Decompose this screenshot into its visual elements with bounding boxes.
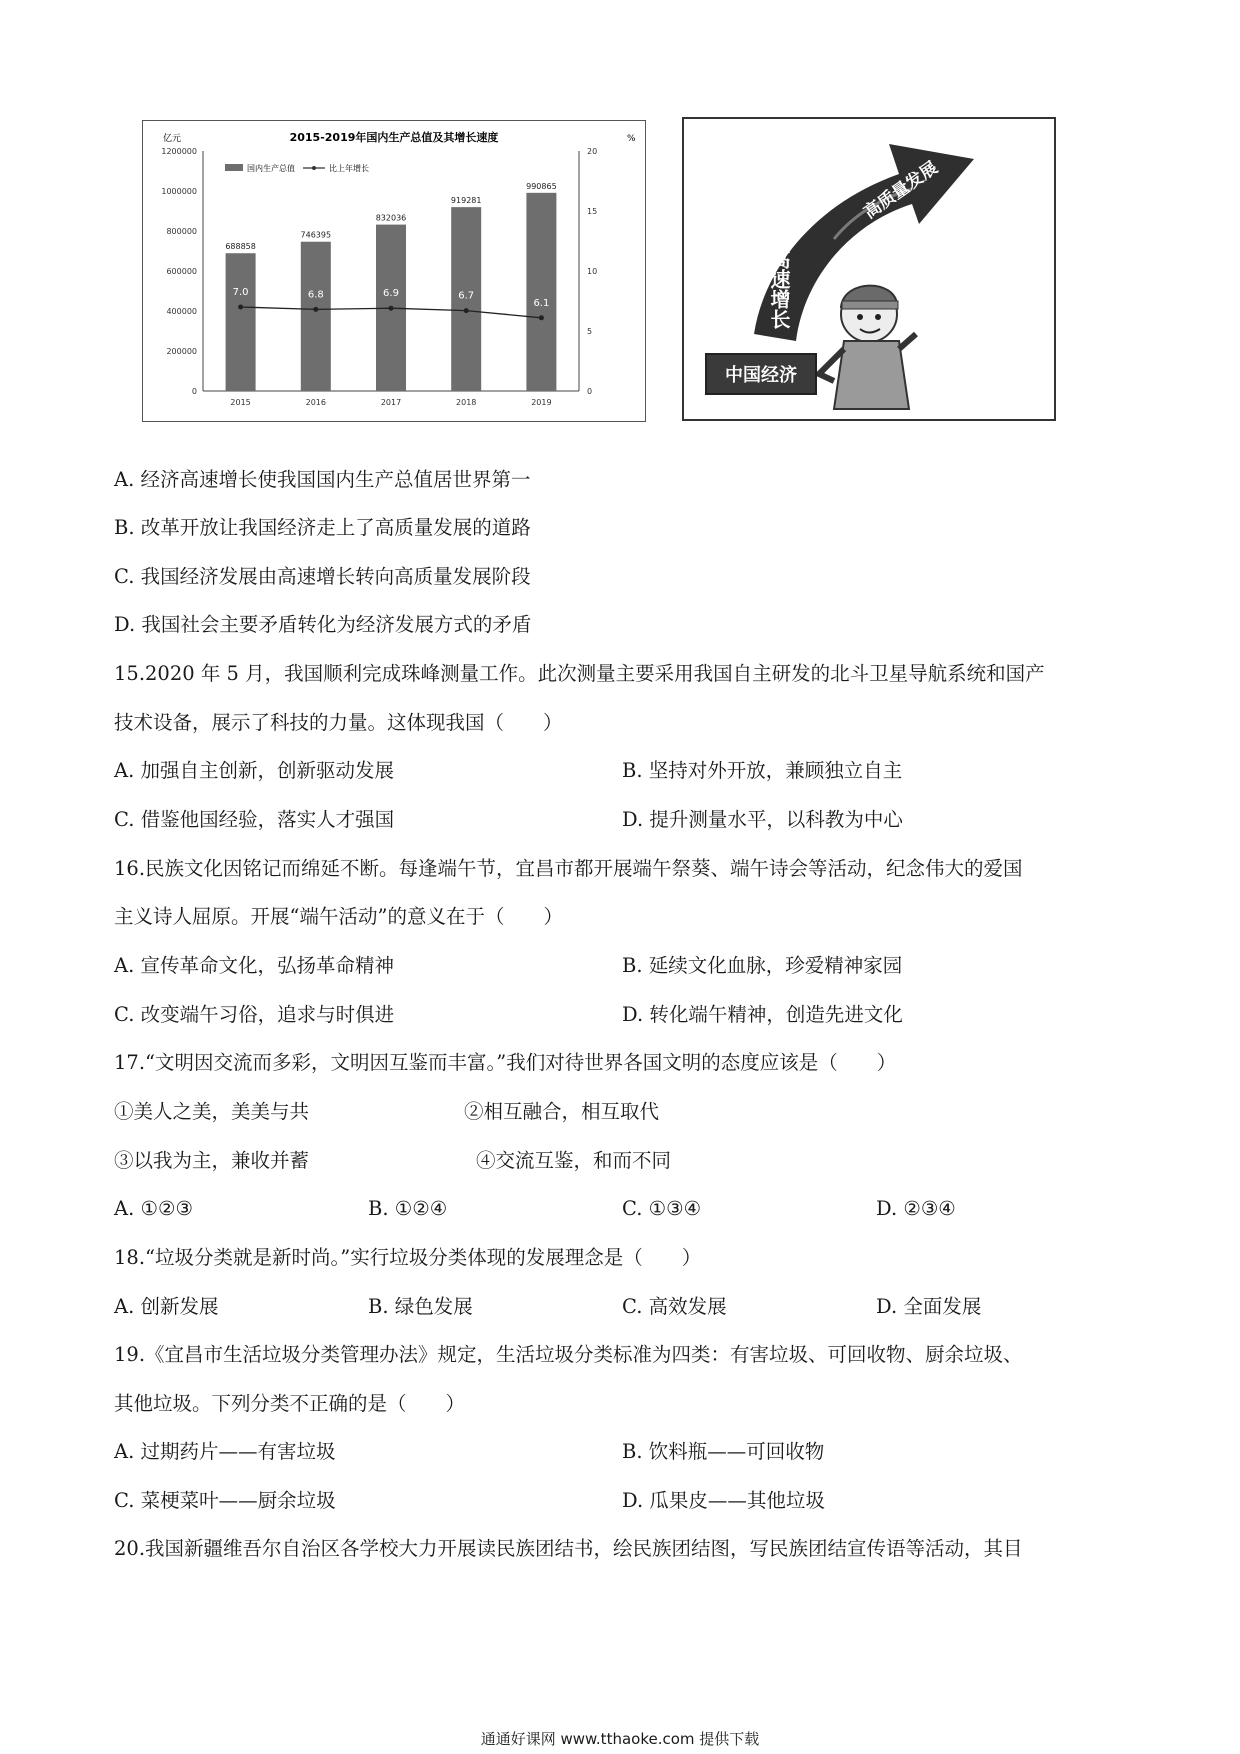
q18-option-c: C. 高效发展 [622,1295,727,1318]
q16-stem-line2: 主义诗人屈原。开展“端午活动”的意义在于（ ） [114,905,563,928]
q17-option-b: B. ①②④ [368,1197,448,1220]
x-tick-label: 2016 [305,398,326,407]
right-tick-label: 5 [587,327,593,336]
base-sign-text: 中国经济 [725,365,797,386]
q16-option-d: D. 转化端午精神，创造先进文化 [622,1003,903,1026]
chart-title: 2015-2019年国内生产总值及其增长速度 [289,131,499,144]
worker-figure [819,286,916,409]
q14-option-a: A. 经济高速增长使我国国内生产总值居世界第一 [114,468,531,491]
gdp-chart [142,120,646,422]
q17-item-3: ③以我为主，兼收并蓄 [114,1149,310,1172]
x-tick-label: 2019 [531,398,552,407]
growth-point [539,315,544,320]
left-tick-label: 1000000 [161,187,197,196]
left-axis-unit: 亿元 [163,134,182,144]
q15-option-d: D. 提升测量水平，以科教为中心 [622,808,903,831]
gdp-chart-svg [143,121,645,421]
x-tick-label: 2018 [456,398,477,407]
arrow-top-text: 高质量发展 [860,157,942,224]
page-footer[interactable]: 通通好课网 www.tthaoke.com 提供下载 [480,1730,760,1748]
q18-stem: 18.“垃圾分类就是新时尚。”实行垃圾分类体现的发展理念是（ ） [114,1246,702,1269]
q17-option-d: D. ②③④ [876,1197,956,1220]
q17-stem: 17.“文明因交流而多彩，文明因互鉴而丰富。”我们对待世界各国文明的态度应该是（ ） [114,1051,897,1074]
growth-point [389,306,394,311]
q18-option-a: A. 创新发展 [114,1295,219,1318]
q17-option-a: A. ①②③ [114,1197,193,1220]
x-tick-label: 2015 [230,398,251,407]
growth-point [464,308,469,313]
gdp-bar [526,193,556,391]
q16-option-c: C. 改变端午习俗，追求与时俱进 [114,1003,395,1026]
q18-option-d: D. 全面发展 [876,1295,982,1318]
q19-option-d: D. 瓜果皮——其他垃圾 [622,1489,825,1512]
left-tick-label: 800000 [166,227,197,236]
right-axis-unit: % [627,134,636,144]
left-tick-label: 200000 [166,347,197,356]
q15-option-b: B. 坚持对外开放，兼顾独立自主 [622,759,903,782]
left-tick-label: 1200000 [161,147,197,156]
gdp-bar [226,253,256,391]
economy-cartoon [682,117,1056,421]
growth-point [238,305,243,310]
arrow-bottom-text: 高速增长 [767,249,791,329]
left-tick-label: 600000 [166,267,197,276]
q20-stem-line1: 20.我国新疆维吾尔自治区各学校大力开展读民族团结书，绘民族团结图，写民族团结宣传语等活动，其目 [114,1537,1023,1560]
gdp-bar-label: 919281 [450,196,482,206]
gdp-bar-label: 688858 [225,242,256,252]
q19-option-c: C. 菜梗菜叶——厨余垃圾 [114,1489,336,1512]
x-tick-label: 2017 [380,398,402,407]
growth-label: 6.8 [307,289,324,301]
growth-label: 6.1 [533,297,550,309]
q19-option-a: A. 过期药片——有害垃圾 [114,1440,336,1463]
q14-option-d: D. 我国社会主要矛盾转化为经济发展方式的矛盾 [114,613,532,636]
legend-marker-growth [312,166,316,170]
growth-label: 6.7 [458,290,475,302]
q17-item-4: ④交流互鉴，和而不同 [476,1149,672,1172]
q19-stem-line2: 其他垃圾。下列分类不正确的是（ ） [114,1392,466,1415]
q15-option-a: A. 加强自主创新，创新驱动发展 [114,759,394,782]
q14-option-c: C. 我国经济发展由高速增长转向高质量发展阶段 [114,565,531,588]
right-tick-label: 10 [587,267,598,276]
figure-row [142,112,1054,424]
growth-label: 6.9 [383,288,399,300]
gdp-bar-label: 832036 [375,213,407,223]
q16-option-a: A. 宣传革命文化，弘扬革命精神 [114,954,394,977]
q16-stem-line1: 16.民族文化因铭记而绵延不断。每逢端午节，宜昌市都开展端午祭葵、端午诗会等活动，纪念伟大的爱国 [114,857,1023,880]
left-tick-label: 400000 [166,307,197,316]
q19-option-b: B. 饮料瓶——可回收物 [622,1440,825,1463]
growth-point [313,307,318,312]
gdp-bar [301,242,331,391]
legend-label-gdp: 国内生产总值 [247,164,295,173]
gdp-bar-label: 746395 [300,230,332,240]
q17-item-2: ②相互融合，相互取代 [464,1100,660,1123]
left-tick-label: 0 [191,387,197,396]
right-tick-label: 15 [587,207,598,216]
legend-swatch-gdp [225,164,243,171]
q15-stem-line1: 15.2020 年 5 月，我国顺利完成珠峰测量工作。此次测量主要采用我国自主研发的北斗卫星导航系统和国产 [114,662,1045,685]
q19-stem-line1: 19.《宜昌市生活垃圾分类管理办法》规定，生活垃圾分类标准为四类：有害垃圾、可回收物、厨余垃圾、 [114,1343,1023,1366]
q17-option-c: C. ①③④ [622,1197,702,1220]
q16-option-b: B. 延续文化血脉，珍爱精神家园 [622,954,903,977]
growth-label: 7.0 [232,287,249,298]
gdp-bar-label: 990865 [526,181,557,191]
cartoon-svg [684,119,1054,419]
q17-item-1: ①美人之美，美美与共 [114,1100,310,1123]
q18-option-b: B. 绿色发展 [368,1295,473,1318]
right-tick-label: 20 [587,147,598,156]
legend-label-growth: 比上年增长 [329,164,369,173]
q15-option-c: C. 借鉴他国经验，落实人才强国 [114,808,395,831]
q15-stem-line2: 技术设备，展示了科技的力量。这体现我国（ ） [114,711,563,734]
right-tick-label: 0 [587,387,593,396]
q14-option-b: B. 改革开放让我国经济走上了高质量发展的道路 [114,516,531,539]
